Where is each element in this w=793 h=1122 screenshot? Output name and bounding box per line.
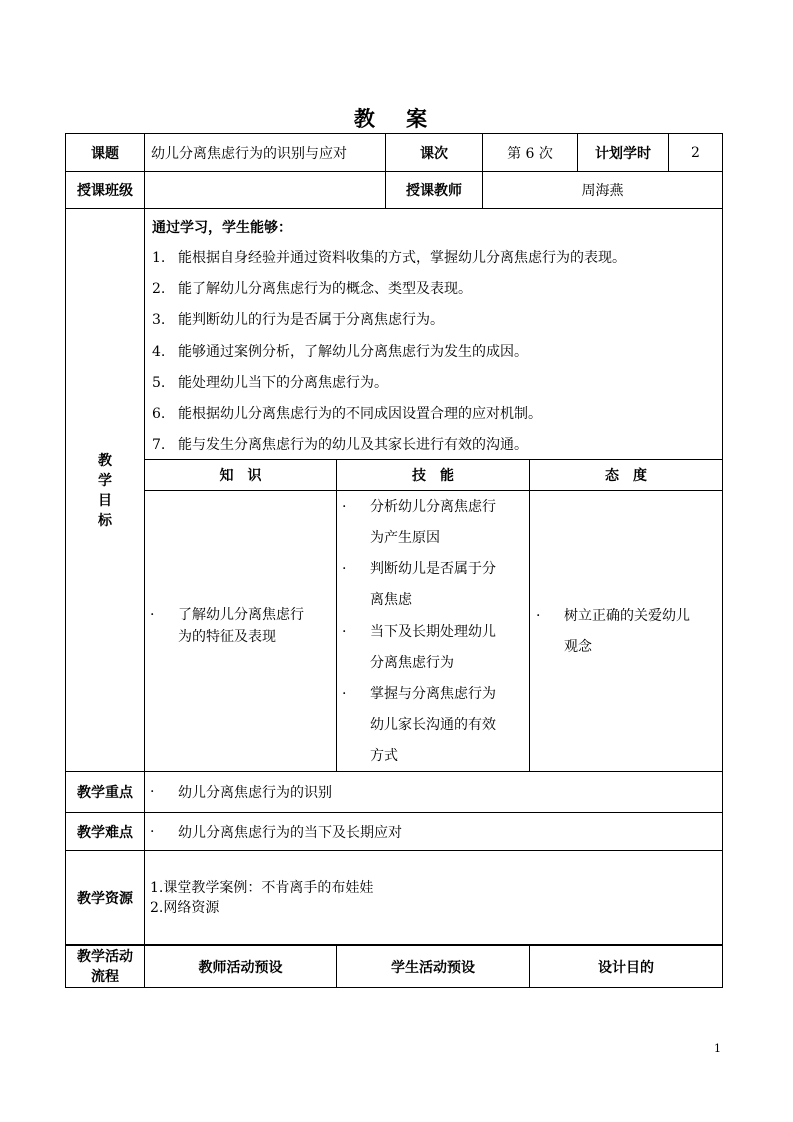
hours-label: 计划学时 — [595, 145, 651, 162]
objective-text: 能根据自身经验并通过资料收集的方式，掌握幼儿分离焦虑行为的表现。 — [178, 250, 626, 266]
column-header-teacher-activity: 教师活动预设 — [198, 959, 283, 976]
objective-number: 1. — [152, 250, 166, 266]
bullet-dot: · — [342, 624, 347, 640]
skill-line: 分离焦虑行为 — [370, 655, 454, 671]
difficulty-label: 教学难点 — [77, 824, 133, 841]
row-divider-7 — [65, 850, 723, 851]
column-header-skill: 技 能 — [412, 468, 454, 484]
objective-text: 能处理幼儿当下的分离焦虑行为。 — [178, 375, 388, 391]
resource-item: 1.课堂教学案例：不肯离手的布娃娃 — [150, 880, 374, 896]
bullet-dot: · — [536, 608, 541, 624]
activity-label-line: 教学活动 — [77, 948, 133, 965]
objectives-label-char: 学 — [98, 473, 112, 489]
skill-line: 幼儿家长沟通的有效 — [370, 717, 496, 733]
topic-label: 课题 — [91, 145, 119, 162]
table-border-bottom — [65, 987, 723, 988]
skill-line: 为产生原因 — [370, 530, 440, 546]
skill-text — [370, 554, 496, 616]
objective-number: 3. — [152, 312, 166, 328]
resources-label: 教学资源 — [77, 890, 133, 907]
objective-item — [152, 372, 388, 392]
objective-item — [152, 434, 528, 454]
attitude-text — [564, 601, 690, 663]
teacher-value: 周海燕 — [581, 183, 624, 199]
objectives-intro: 通过学习，学生能够： — [152, 220, 292, 236]
bullet-dot: · — [150, 823, 155, 840]
objective-text: 能根据幼儿分离焦虑行为的不同成因设置合理的应对机制。 — [178, 406, 542, 422]
document-title: 教 案 — [353, 106, 440, 131]
class-label: 授课班级 — [77, 183, 133, 199]
objective-item — [152, 403, 542, 423]
column-header-attitude: 态 度 — [605, 468, 647, 484]
key-point-row — [150, 772, 720, 812]
difficulty-text: 幼儿分离焦虑行为的当下及长期应对 — [178, 824, 402, 841]
objectives-label-char: 标 — [98, 513, 112, 529]
table-border-right — [722, 133, 723, 988]
skill-text — [370, 679, 496, 772]
objective-item — [152, 278, 472, 298]
objectives-section-label — [66, 451, 144, 531]
activity-label-line: 流程 — [91, 968, 119, 985]
objective-item — [152, 247, 626, 267]
objectives-label-char: 目 — [98, 493, 112, 509]
skill-line: 掌握与分离焦虑行为 — [370, 686, 496, 702]
objective-number: 7. — [152, 437, 166, 453]
attitude-line: 树立正确的关爱幼儿 — [564, 608, 690, 624]
session-value: 第 6 次 — [507, 145, 553, 162]
objective-text: 能与发生分离焦虑行为的幼儿及其家长进行有效的沟通。 — [178, 437, 528, 453]
topic-value: 幼儿分离焦虑行为的识别与应对 — [151, 145, 347, 162]
objective-text: 能判断幼儿的行为是否属于分离焦虑行为。 — [178, 312, 444, 328]
column-header-design-purpose: 设计目的 — [598, 959, 654, 976]
resource-item: 2.网络资源 — [150, 900, 220, 916]
objective-number: 5. — [152, 375, 166, 391]
objectives-label-char: 教 — [98, 453, 112, 469]
resources-list — [150, 878, 373, 918]
knowledge-line: 了解幼儿分离焦虑行 — [178, 607, 304, 623]
objective-text: 能够通过案例分析，了解幼儿分离焦虑行为发生的成因。 — [178, 344, 528, 360]
hours-value: 2 — [691, 144, 700, 161]
activity-label — [66, 946, 144, 987]
row-divider-2 — [65, 208, 723, 209]
bullet-dot: · — [342, 499, 347, 515]
knowledge-text — [178, 604, 304, 648]
objective-number: 6. — [152, 406, 166, 422]
skill-line: 方式 — [370, 748, 398, 764]
knowledge-line: 为的特征及表现 — [178, 629, 276, 645]
difficulty-row — [150, 813, 720, 850]
skill-text — [370, 617, 496, 679]
objective-number: 4. — [152, 344, 166, 360]
session-label: 课次 — [420, 145, 448, 162]
column-header-student-activity: 学生活动预设 — [391, 959, 475, 976]
key-point-label: 教学重点 — [77, 785, 133, 801]
teacher-label: 授课教师 — [406, 183, 462, 199]
column-header-knowledge: 知 识 — [219, 468, 262, 484]
objective-item — [152, 341, 528, 361]
label-column-divider — [144, 133, 145, 988]
class-value — [151, 172, 385, 208]
bullet-dot: · — [342, 686, 347, 702]
objectives-divider-a — [336, 459, 337, 772]
bullet-dot: · — [342, 561, 347, 577]
bullet-dot: · — [150, 784, 155, 800]
skill-line: 判断幼儿是否属于分 — [370, 561, 496, 577]
objective-number: 2. — [152, 281, 166, 297]
key-point-text: 幼儿分离焦虑行为的识别 — [178, 785, 332, 801]
bullet-dot: · — [150, 607, 155, 623]
skill-text — [370, 492, 496, 554]
skill-line: 分析幼儿分离焦虑行 — [370, 499, 496, 515]
row-divider-4 — [144, 490, 723, 491]
objectives-divider-b — [529, 459, 530, 772]
objective-text: 能了解幼儿分离焦虑行为的概念、类型及表现。 — [178, 281, 472, 297]
skill-line: 离焦虑 — [370, 592, 412, 608]
skill-line: 当下及长期处理幼儿 — [370, 624, 496, 640]
page-number: 1 — [714, 1042, 721, 1055]
objective-item — [152, 309, 444, 329]
attitude-line: 观念 — [564, 639, 592, 655]
